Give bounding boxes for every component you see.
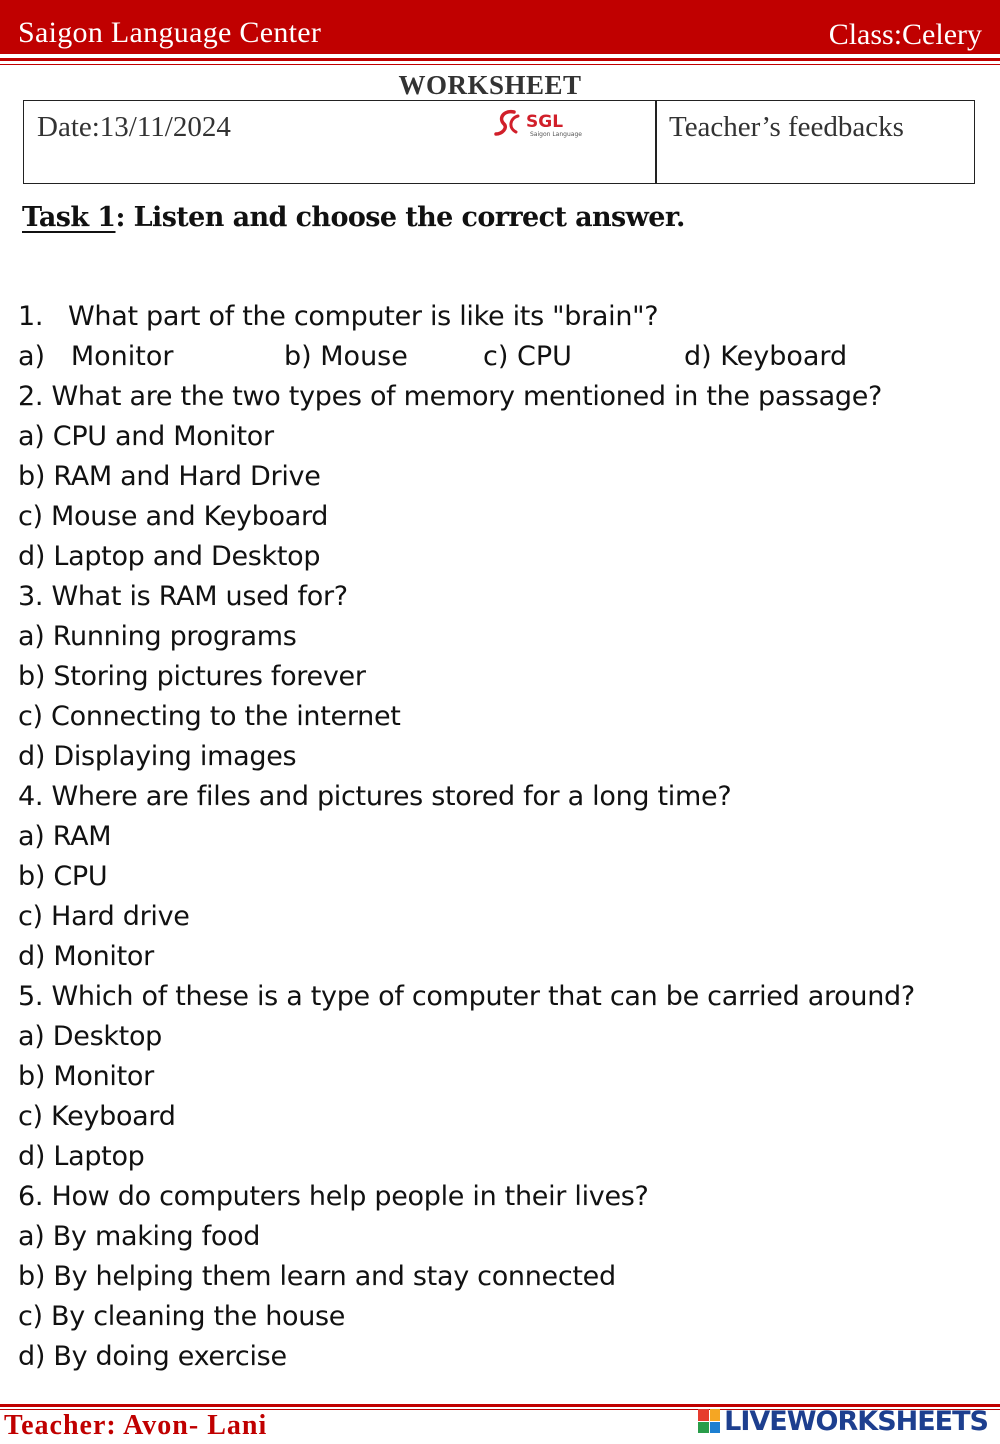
worksheet-title: WORKSHEET <box>398 70 582 100</box>
q6-option-c[interactable]: c) By cleaning the house <box>18 1301 346 1332</box>
liveworksheets-logo-icon <box>698 1409 720 1433</box>
q2-option-a[interactable]: a) CPU and Monitor <box>18 421 274 452</box>
sgl-logo <box>494 106 594 140</box>
question-4: 4. Where are files and pictures stored for a long time? <box>18 781 732 812</box>
date-field: Date:13/11/2024 <box>37 111 231 143</box>
question-2: 2. What are the two types of memory mentioned in the passage? <box>18 381 883 412</box>
q1-option-c[interactable]: c) CPU <box>483 341 572 372</box>
class-label: Class:Celery <box>828 18 982 51</box>
q1-option-d[interactable]: d) Keyboard <box>684 341 848 372</box>
q1-option-b[interactable]: b) Mouse <box>284 341 408 372</box>
q5-option-c[interactable]: c) Keyboard <box>18 1101 176 1132</box>
q2-option-c[interactable]: c) Mouse and Keyboard <box>18 501 329 532</box>
header-bar <box>0 0 1000 54</box>
task-label: Task 1 <box>22 202 116 233</box>
q3-option-b[interactable]: b) Storing pictures forever <box>18 661 366 692</box>
teacher-name: Teacher: Avon- Lani <box>4 1410 268 1441</box>
q5-option-a[interactable]: a) Desktop <box>18 1021 163 1052</box>
q2-option-b[interactable]: b) RAM and Hard Drive <box>18 461 321 492</box>
q1-option-a[interactable]: a) Monitor <box>18 341 174 372</box>
liveworksheets-wordmark: LIVEWORKSHEETS <box>724 1405 988 1437</box>
logo-text: SGL <box>526 112 564 132</box>
q6-option-b[interactable]: b) By helping them learn and stay connected <box>18 1261 616 1292</box>
question-1: 1. What part of the computer is like its "brain"? <box>18 301 659 332</box>
q3-option-c[interactable]: c) Connecting to the internet <box>18 701 401 732</box>
task-instruction: : Listen and choose the correct answer. <box>115 202 685 233</box>
liveworksheets-brand[interactable] <box>698 1403 988 1439</box>
q3-option-d[interactable]: d) Displaying images <box>18 741 297 772</box>
task-heading <box>22 202 685 233</box>
q5-option-b[interactable]: b) Monitor <box>18 1061 154 1092</box>
question-5: 5. Which of these is a type of computer that can be carried around? <box>18 981 915 1012</box>
question-3: 3. What is RAM used for? <box>18 581 348 612</box>
q4-option-a[interactable]: a) RAM <box>18 821 112 852</box>
q2-option-d[interactable]: d) Laptop and Desktop <box>18 541 321 572</box>
q5-option-d[interactable]: d) Laptop <box>18 1141 145 1172</box>
info-box <box>23 100 975 184</box>
q4-option-c[interactable]: c) Hard drive <box>18 901 190 932</box>
center-name: Saigon Language Center <box>18 16 322 49</box>
header-divider-thin <box>0 64 1000 65</box>
header-divider <box>0 58 1000 61</box>
q3-option-a[interactable]: a) Running programs <box>18 621 297 652</box>
q4-option-b[interactable]: b) CPU <box>18 861 108 892</box>
question-6: 6. How do computers help people in their lives? <box>18 1181 649 1212</box>
q6-option-a[interactable]: a) By making food <box>18 1221 261 1252</box>
q4-option-d[interactable]: d) Monitor <box>18 941 154 972</box>
box-divider <box>655 101 657 183</box>
q6-option-d[interactable]: d) By doing exercise <box>18 1341 287 1372</box>
teacher-feedback-label: Teacher’s feedbacks <box>669 111 904 143</box>
logo-subtext: Saigon Language <box>530 131 582 138</box>
